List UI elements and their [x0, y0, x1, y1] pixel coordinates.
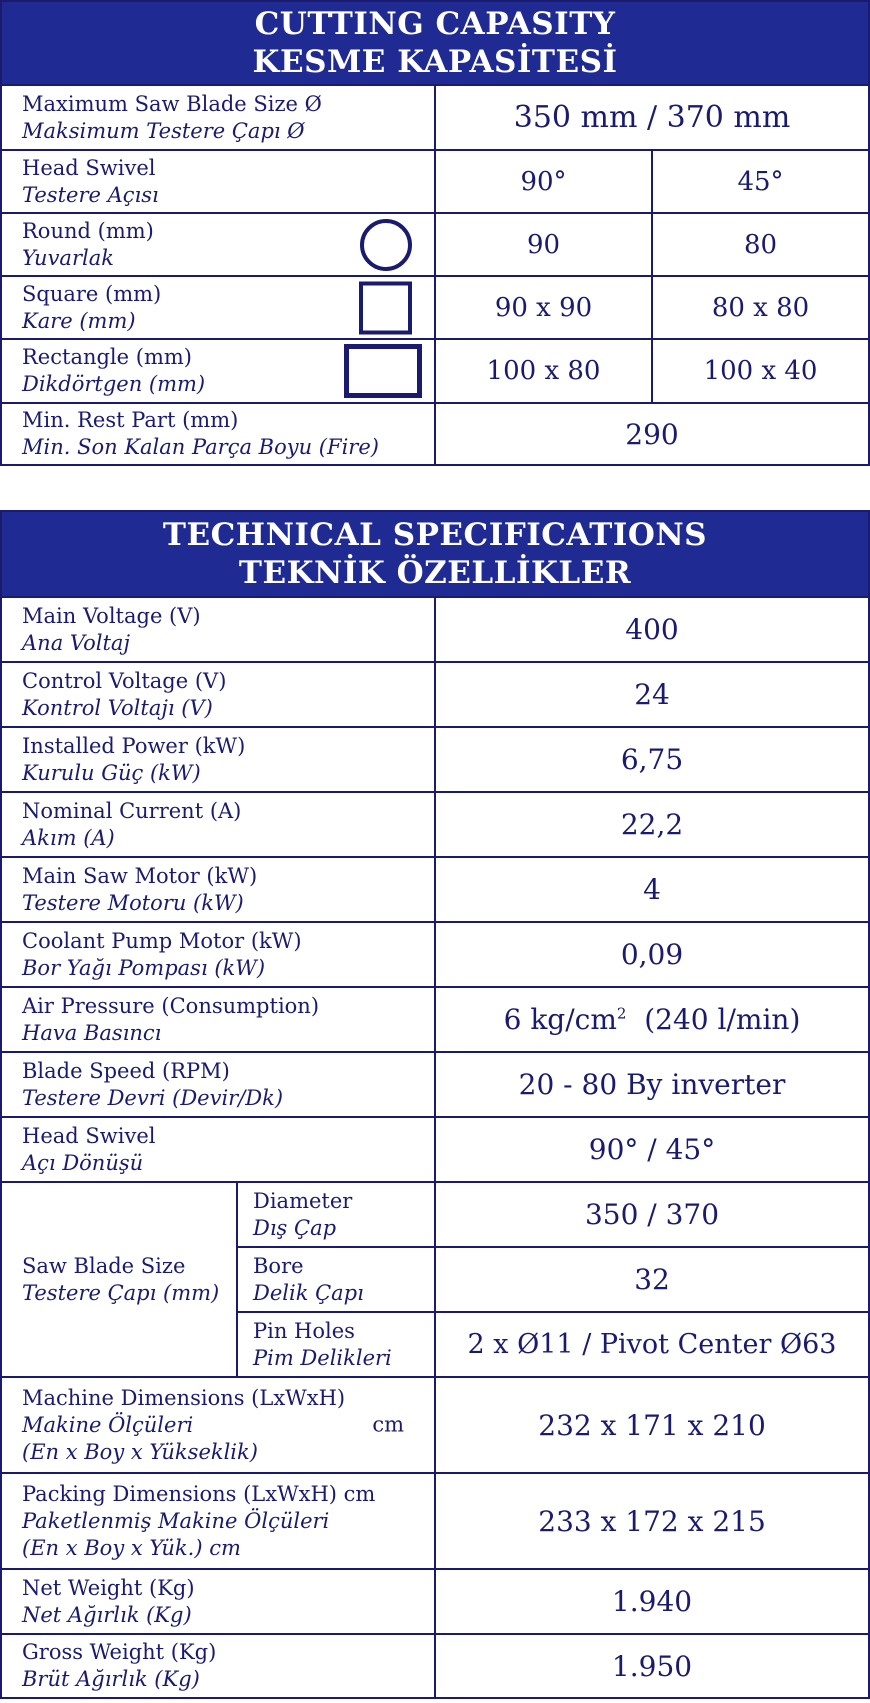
table-row — [1, 792, 869, 857]
row-value: 1.940 — [435, 1569, 869, 1634]
table-row — [1, 727, 869, 792]
row-value: 6,75 — [435, 727, 869, 792]
table-row — [1, 597, 869, 662]
row-value-90: 100 x 80 — [435, 339, 652, 403]
row-value: 20 - 80 By inverter — [435, 1052, 869, 1117]
row-label: Net Weight (Kg) Net Ağırlık (Kg) — [1, 1569, 435, 1634]
cutting-title-tr: KESME KAPASİTESİ — [252, 44, 618, 80]
row-value: 400 — [435, 597, 869, 662]
row-label: Square (mm) Kare (mm) — [1, 276, 435, 339]
sub-label: Pin Holes Pim Delikleri — [237, 1312, 435, 1377]
row-value: 290 — [435, 403, 869, 465]
row-label: Head Swivel Testere Açısı — [1, 150, 435, 213]
row-label: Maximum Saw Blade Size Ø Maksimum Testere Çapı Ø — [1, 85, 435, 150]
row-value: 350 mm / 370 mm — [435, 85, 869, 150]
table-row — [1, 213, 869, 276]
square-icon — [359, 281, 412, 334]
row-label: Gross Weight (Kg) Brüt Ağırlık (Kg) — [1, 1634, 435, 1698]
row-label: Rectangle (mm) Dikdörtgen (mm) — [1, 339, 435, 403]
technical-specifications-table — [0, 510, 870, 1699]
rectangle-icon — [344, 344, 422, 398]
sub-label: Diameter Dış Çap — [237, 1182, 435, 1247]
row-value: 0,09 — [435, 922, 869, 987]
row-value: 6 $kg/cm^2$ (240 l/min) — [435, 987, 869, 1052]
table-row — [1, 1473, 869, 1569]
row-value: 4 — [435, 857, 869, 922]
table-row — [1, 1182, 869, 1247]
table-row — [1, 1052, 869, 1117]
table-row — [1, 403, 869, 465]
row-label: Control Voltage (V) Kontrol Voltajı (V) — [1, 662, 435, 727]
row-label: Main Voltage (V) Ana Voltaj — [1, 597, 435, 662]
row-value: 24 — [435, 662, 869, 727]
cutting-capacity-table — [0, 0, 870, 466]
row-label: Blade Speed (RPM) Testere Devri (Devir/Dk) — [1, 1052, 435, 1117]
tech-title-tr: TEKNİK ÖZELLİKLER — [238, 555, 632, 591]
table-row — [1, 150, 869, 213]
table-row — [1, 1377, 869, 1473]
table-row — [1, 1634, 869, 1698]
table-row — [1, 922, 869, 987]
row-value: 350 / 370 — [435, 1182, 869, 1247]
row-label: Installed Power (kW) Kurulu Güç (kW) — [1, 727, 435, 792]
table-row — [1, 987, 869, 1052]
row-label: Min. Rest Part (mm) Min. Son Kalan Parça Boyu (Fire) — [1, 403, 435, 465]
row-value: 2 x Ø11 / Pivot Center Ø63 — [435, 1312, 869, 1377]
table-row — [1, 662, 869, 727]
row-value: 1.950 — [435, 1634, 869, 1698]
row-label: Nominal Current (A) Akım (A) — [1, 792, 435, 857]
table-row — [1, 339, 869, 403]
table-row — [1, 85, 869, 150]
table-row — [1, 1117, 869, 1182]
row-label: Round (mm) Yuvarlak — [1, 213, 435, 276]
row-label: Air Pressure (Consumption) Hava Basıncı — [1, 987, 435, 1052]
row-label: Packing Dimensions (LxWxH) cm Paketlenmiş Makine Ölçüleri (En x Boy x Yük.) cm — [1, 1473, 435, 1569]
row-label: Head Swivel Açı Dönüşü — [1, 1117, 435, 1182]
row-value-90: 90 — [435, 213, 652, 276]
unit-label: cm — [372, 1412, 404, 1437]
row-value-45: 80 — [652, 213, 869, 276]
table-row — [1, 857, 869, 922]
circle-icon — [360, 219, 412, 271]
table-row — [1, 1569, 869, 1634]
row-label: Machine Dimensions (LxWxH) Makine Ölçüleri (En x Boy x Yükseklik) cm — [1, 1377, 435, 1473]
saw-blade-label: Saw Blade Size Testere Çapı (mm) — [1, 1182, 237, 1377]
row-value-45: 80 x 80 — [652, 276, 869, 339]
row-value: 32 — [435, 1247, 869, 1312]
technical-specifications-header — [1, 511, 869, 597]
cutting-capacity-header — [1, 1, 869, 85]
row-label: Main Saw Motor (kW) Testere Motoru (kW) — [1, 857, 435, 922]
row-value-90: 90 x 90 — [435, 276, 652, 339]
row-value: 233 x 172 x 215 — [435, 1473, 869, 1569]
row-value: 232 x 171 x 210 — [435, 1377, 869, 1473]
row-value-45: 100 x 40 — [652, 339, 869, 403]
row-label: Coolant Pump Motor (kW) Bor Yağı Pompası (kW) — [1, 922, 435, 987]
tech-title-en: TECHNICAL SPECIFICATIONS — [162, 517, 708, 553]
cutting-title-en: CUTTING CAPASITY — [254, 6, 616, 42]
table-row — [1, 276, 869, 339]
row-value: 90° / 45° — [435, 1117, 869, 1182]
row-value: 22,2 — [435, 792, 869, 857]
sub-label: Bore Delik Çapı — [237, 1247, 435, 1312]
row-value-45: 45° — [652, 150, 869, 213]
row-value-90: 90° — [435, 150, 652, 213]
